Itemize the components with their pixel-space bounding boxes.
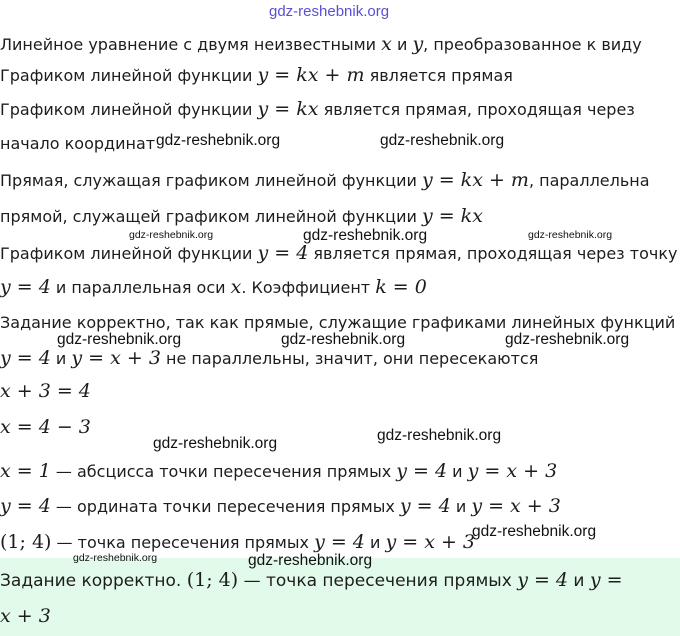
text: и <box>447 462 468 481</box>
text: и <box>50 349 72 368</box>
text-line-1 <box>0 34 642 55</box>
watermark: gdz-reshebnik.org <box>377 427 502 444</box>
text: — точка пересечения прямых <box>51 533 315 552</box>
text: является прямая, проходящая через <box>318 100 635 119</box>
text: и параллельная оси <box>50 278 231 297</box>
text: , параллельна <box>528 171 650 190</box>
text: и <box>568 571 590 591</box>
math-formula: x + 3 <box>0 605 51 627</box>
watermark: gdz-reshebnik.org <box>129 229 214 241</box>
text-line-14 <box>0 496 561 517</box>
math-formula: y = <box>589 569 623 591</box>
math-formula: k = 0 <box>375 276 427 298</box>
text-line-13 <box>0 461 557 482</box>
text: Графиком линейной функции <box>0 100 258 119</box>
text: Линейное уравнение с двумя неизвестными <box>0 35 382 54</box>
math-formula: (1; 4) <box>186 569 239 591</box>
math-formula: y = kx + m <box>257 64 365 86</box>
math-formula: y = 4 <box>399 495 451 517</box>
math-formula: y = kx + m <box>421 169 529 191</box>
math-formula: y = x + 3 <box>471 495 561 517</box>
text: — абсцисса точки пересечения прямых <box>50 462 397 481</box>
math-formula: (1; 4) <box>0 531 52 553</box>
answer-line-2 <box>0 606 51 627</box>
math-formula: y = 4 <box>0 347 51 369</box>
math-x: x <box>230 276 242 298</box>
text: Графиком линейной функции <box>0 66 258 85</box>
math-formula: y = kx <box>421 205 483 227</box>
watermark-top: gdz-reshebnik.org <box>269 3 390 20</box>
text: Задание корректно, так как прямые, служащие графиками линейных функций <box>0 313 676 332</box>
text-line-5 <box>0 170 650 191</box>
text: Прямая, служащая графиком линейной функции <box>0 171 422 190</box>
math-x: x <box>381 33 392 55</box>
math-formula: y = 4 <box>0 495 51 517</box>
text-line-7 <box>0 243 677 264</box>
text: — точка пересечения прямых <box>238 571 518 591</box>
watermark: gdz-reshebnik.org <box>281 331 406 348</box>
watermark: gdz-reshebnik.org <box>528 229 613 241</box>
text: Задание корректно. <box>0 571 187 591</box>
math-formula: y = x + 3 <box>385 531 476 553</box>
text: прямой, служащей графиком линейной функции <box>0 207 422 226</box>
text: , преобразованное к виду <box>423 35 642 54</box>
math-formula: y = kx <box>257 98 319 120</box>
math-formula: y = x + 3 <box>71 347 161 369</box>
text: является прямая, проходящая через точку <box>308 244 678 263</box>
math-formula: y = 4 <box>517 569 569 591</box>
answer-line-1 <box>0 570 623 591</box>
text-line-9 <box>0 313 675 333</box>
watermark: gdz-reshebnik.org <box>380 132 505 149</box>
watermark: gdz-reshebnik.org <box>156 132 281 149</box>
text-line-4 <box>0 134 155 154</box>
text: и <box>391 35 413 54</box>
watermark: gdz-reshebnik.org <box>153 435 278 452</box>
text: — ордината точки пересечения прямых <box>50 497 400 516</box>
text: и <box>364 533 386 552</box>
text-line-10 <box>0 348 538 369</box>
watermark: gdz-reshebnik.org <box>472 523 597 540</box>
math-formula: y = 4 <box>396 460 448 482</box>
text-line-11 <box>0 381 91 402</box>
text: . Коэффициент <box>241 278 376 297</box>
watermark: gdz-reshebnik.org <box>248 552 373 569</box>
text: не параллельны, значит, они пересекаются <box>160 349 539 368</box>
math-formula: y = x + 3 <box>467 460 558 482</box>
watermark: gdz-reshebnik.org <box>505 331 630 348</box>
math-formula: x + 3 = 4 <box>0 380 91 402</box>
math-y: y <box>412 33 424 55</box>
math-formula: y = 4 <box>314 531 365 553</box>
math-formula: x = 4 − 3 <box>0 416 91 438</box>
text-line-15 <box>0 532 475 553</box>
text-line-8 <box>0 277 427 298</box>
text-line-3 <box>0 99 635 120</box>
watermark: gdz-reshebnik.org <box>57 331 182 348</box>
text: является прямая <box>364 66 513 85</box>
text: начало координат <box>0 134 156 153</box>
math-formula: y = 4 <box>0 276 51 298</box>
watermark: gdz-reshebnik.org <box>303 227 428 244</box>
watermark: gdz-reshebnik.org <box>73 552 158 564</box>
math-formula: y = 4 <box>257 242 309 264</box>
math-formula: x = 1 <box>0 460 51 482</box>
text-line-12 <box>0 417 91 438</box>
text-line-6 <box>0 206 483 227</box>
text: и <box>450 497 472 516</box>
text-line-2 <box>0 65 513 86</box>
text: Графиком линейной функции <box>0 244 258 263</box>
